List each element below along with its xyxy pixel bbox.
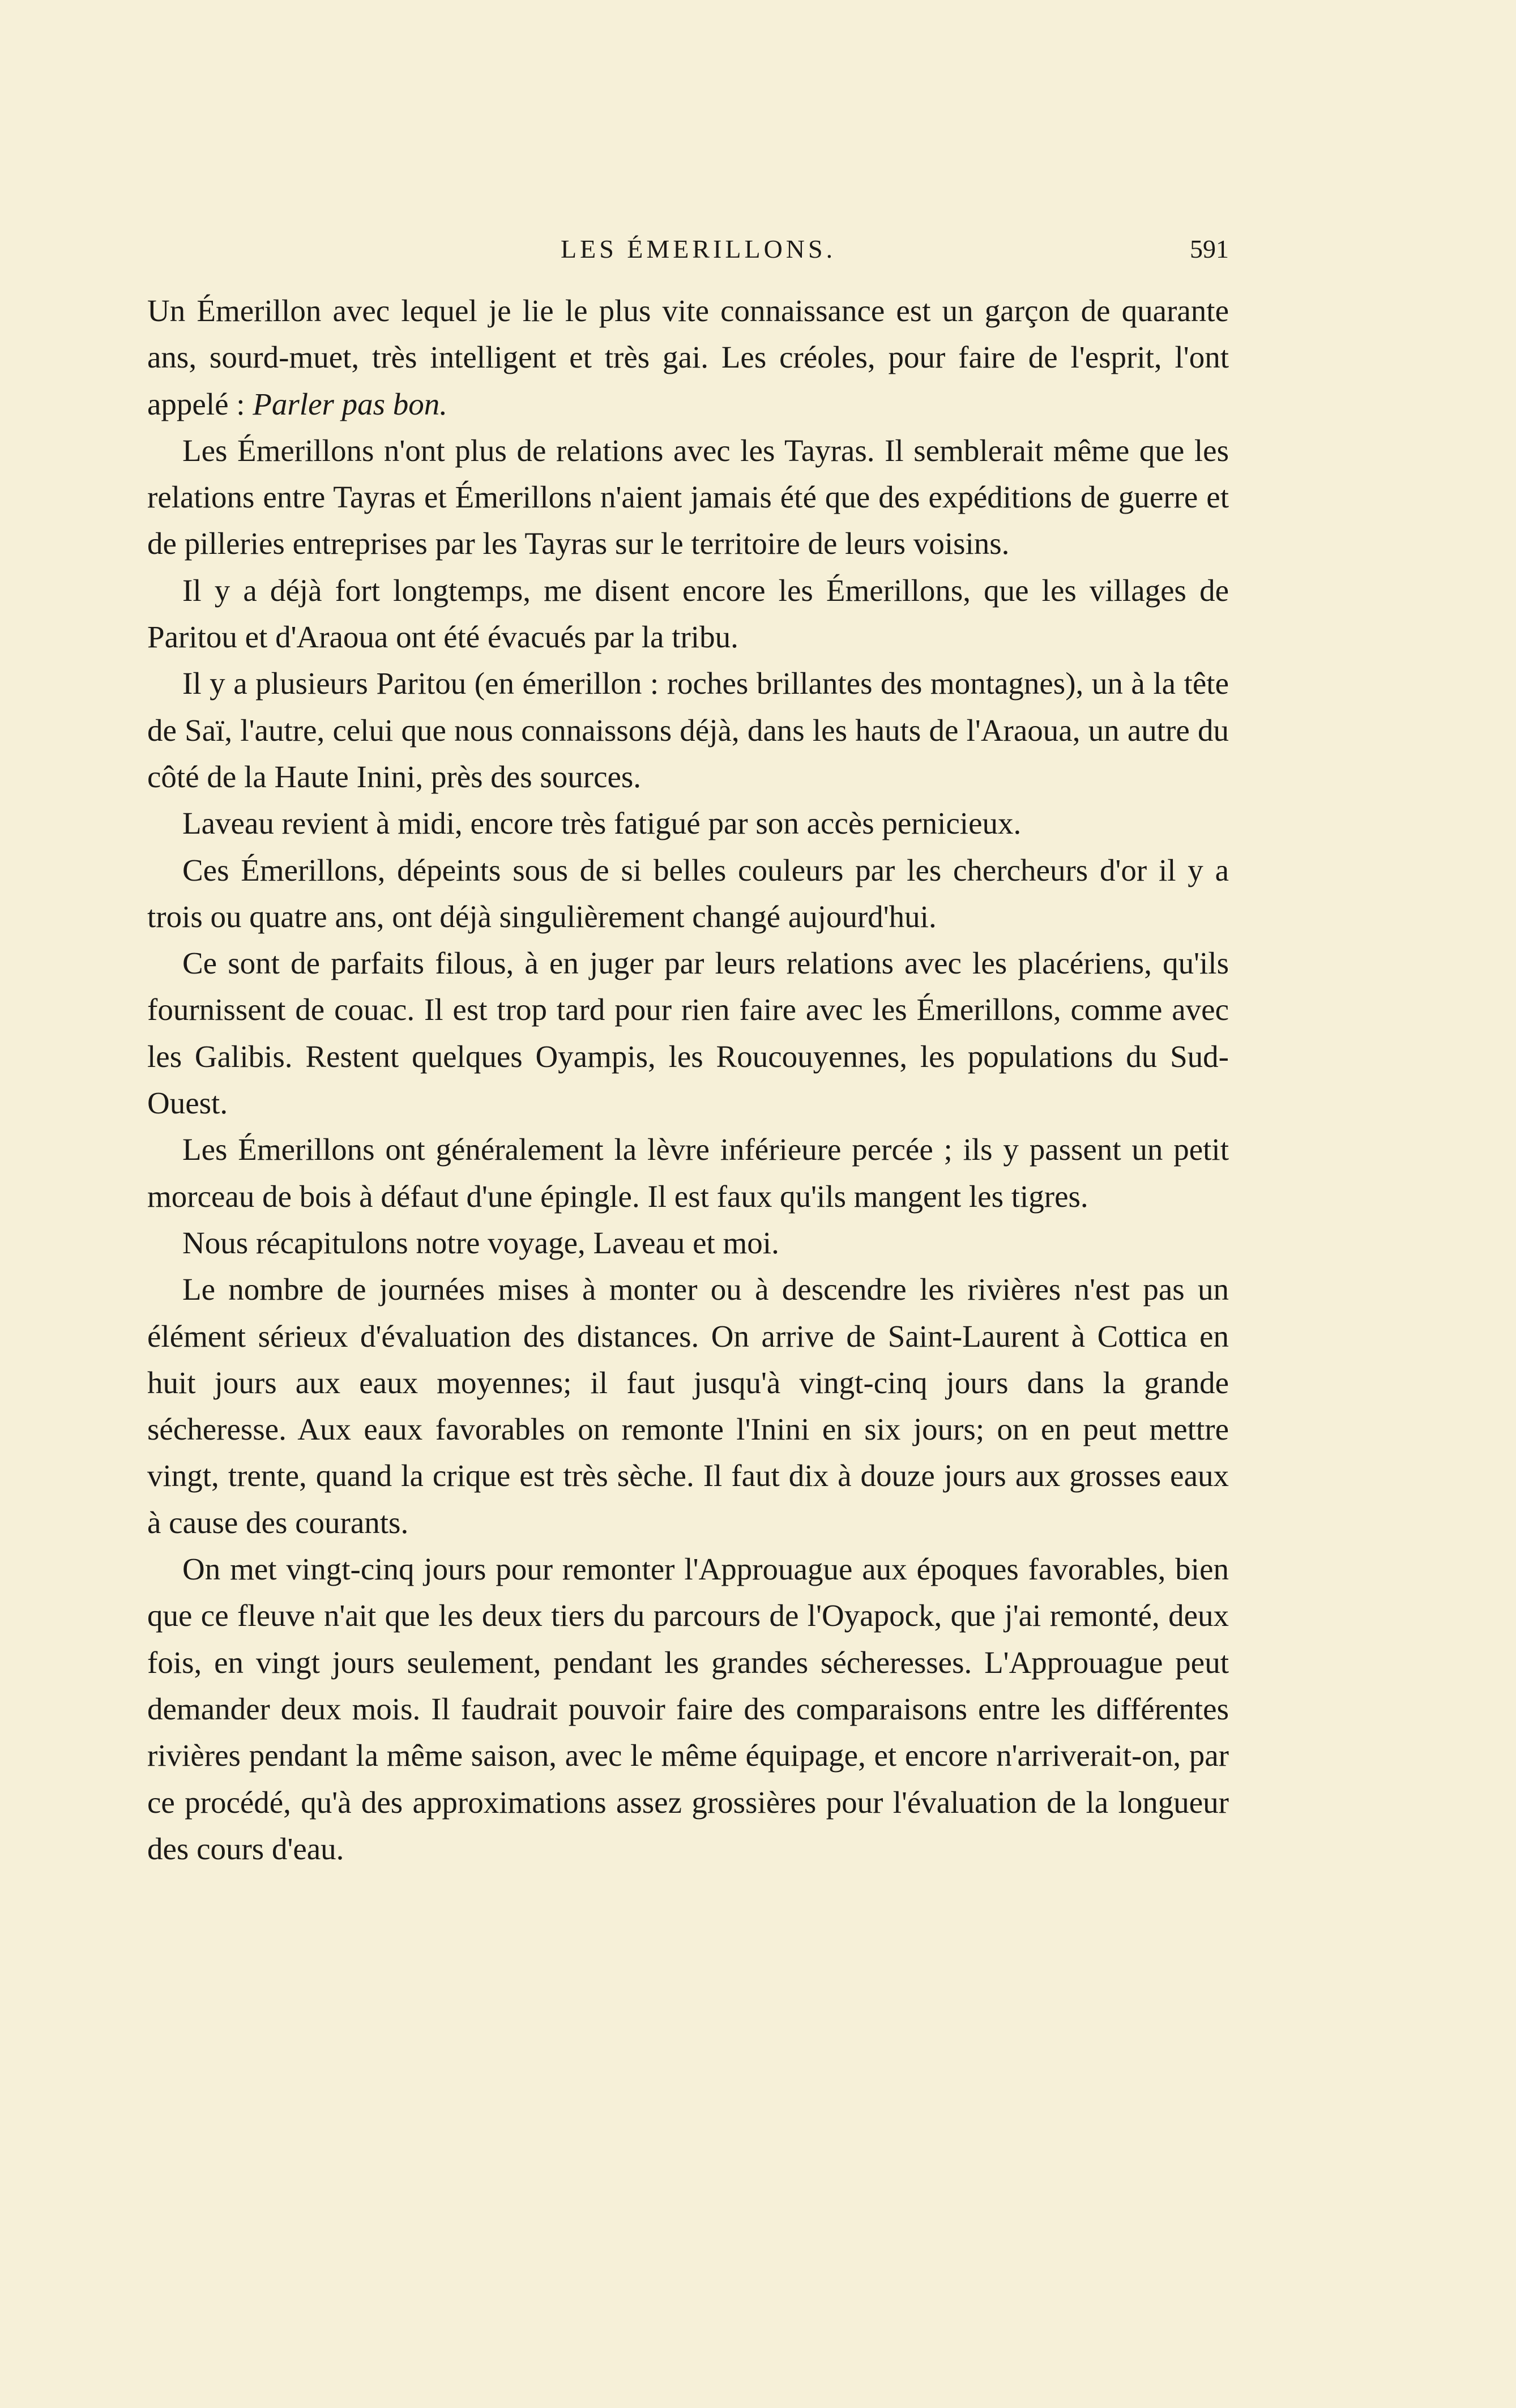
nickname-italic: Parler pas bon.: [253, 386, 448, 421]
page-number: 591: [1190, 234, 1229, 263]
paragraph-3: Il y a déjà fort longtemps, me disent encore les Émerillons, que les villages de Paritou et d'Araoua ont été évacués par la tribu.: [147, 573, 1229, 655]
running-title: LES ÉMERILLONS.: [561, 234, 836, 263]
page-header: [147, 227, 1229, 272]
paragraph-10: Le nombre de journées mises à monter ou à descendre les rivières n'est pas un élément sérieux d'évaluation des distances. On arrive de Saint-Laurent à Cottica en huit jours aux eaux moyennes; il faut jusqu'à vingt-cinq jours dans la grande sécheresse. Aux eaux favorables on remonte l'Inini en six jours; on en peut mettre vingt, trente, quand la crique est très sèche. Il faut dix à douze jours aux grosses eaux à cause des courants.: [147, 1272, 1229, 1540]
paragraph-8: Les Émerillons ont généralement la lèvre inférieure percée ; ils y passent un petit morceau de bois à défaut d'une épingle. Il est faux qu'ils mangent les tigres.: [147, 1132, 1229, 1214]
paragraph-7: Ce sont de parfaits filous, à en juger par leurs relations avec les placériens, qu'ils fournissent de couac. Il est trop tard pour rien faire avec les Émerillons, comme avec les Galibis. Restent quelques Oyampis, les Roucouyennes, les populations du Sud-Ouest.: [147, 946, 1229, 1121]
paragraph-2: Les Émerillons n'ont plus de relations avec les Tayras. Il semblerait même que les relations entre Tayras et Émerillons n'aient jamais été que des expéditions de guerre et de pilleries entreprises par les Tayras sur le territoire de leurs voisins.: [147, 433, 1229, 561]
paragraph-1: [147, 288, 1229, 428]
paragraph-4: Il y a plusieurs Paritou (en émerillon : roches brillantes des montagnes), un à la tête de Saï, l'autre, celui que nous connaissons déjà, dans les hauts de l'Araoua, un autre du côté de la Haute Inini, près des sources.: [147, 666, 1229, 794]
page-body: [147, 288, 1229, 1872]
paragraph-5: Laveau revient à midi, encore très fatigué par son accès pernicieux.: [182, 806, 1022, 841]
paragraph-6: Ces Émerillons, dépeints sous de si belles couleurs par les chercheurs d'or il y a trois ou quatre ans, ont déjà singulièrement changé aujourd'hui.: [147, 852, 1229, 934]
paragraph-11: On met vingt-cinq jours pour remonter l'Approuague aux époques favorables, bien que ce fleuve n'ait que les deux tiers du parcours de l'Oyapock, que j'ai remonté, deux fois, en vingt jours seulement, pendant les grandes sécheresses. L'Approuague peut demander deux mois. Il faudrait pouvoir faire des comparaisons entre les différentes rivières pendant la même saison, avec le même équipage, et encore n'arriverait-on, par ce procédé, qu'à des approximations assez grossières pour l'évaluation de la longueur des cours d'eau.: [147, 1552, 1229, 1866]
paragraph-9: Nous récapitulons notre voyage, Laveau et moi.: [182, 1225, 779, 1260]
paragraph-1-text: Un Émerillon avec lequel je lie le plus vite connaissance est un garçon de quarante ans, sourd-muet, très intelligent et très gai. Les créoles, pour faire de l'esprit, l'ont appelé :: [147, 293, 1229, 421]
